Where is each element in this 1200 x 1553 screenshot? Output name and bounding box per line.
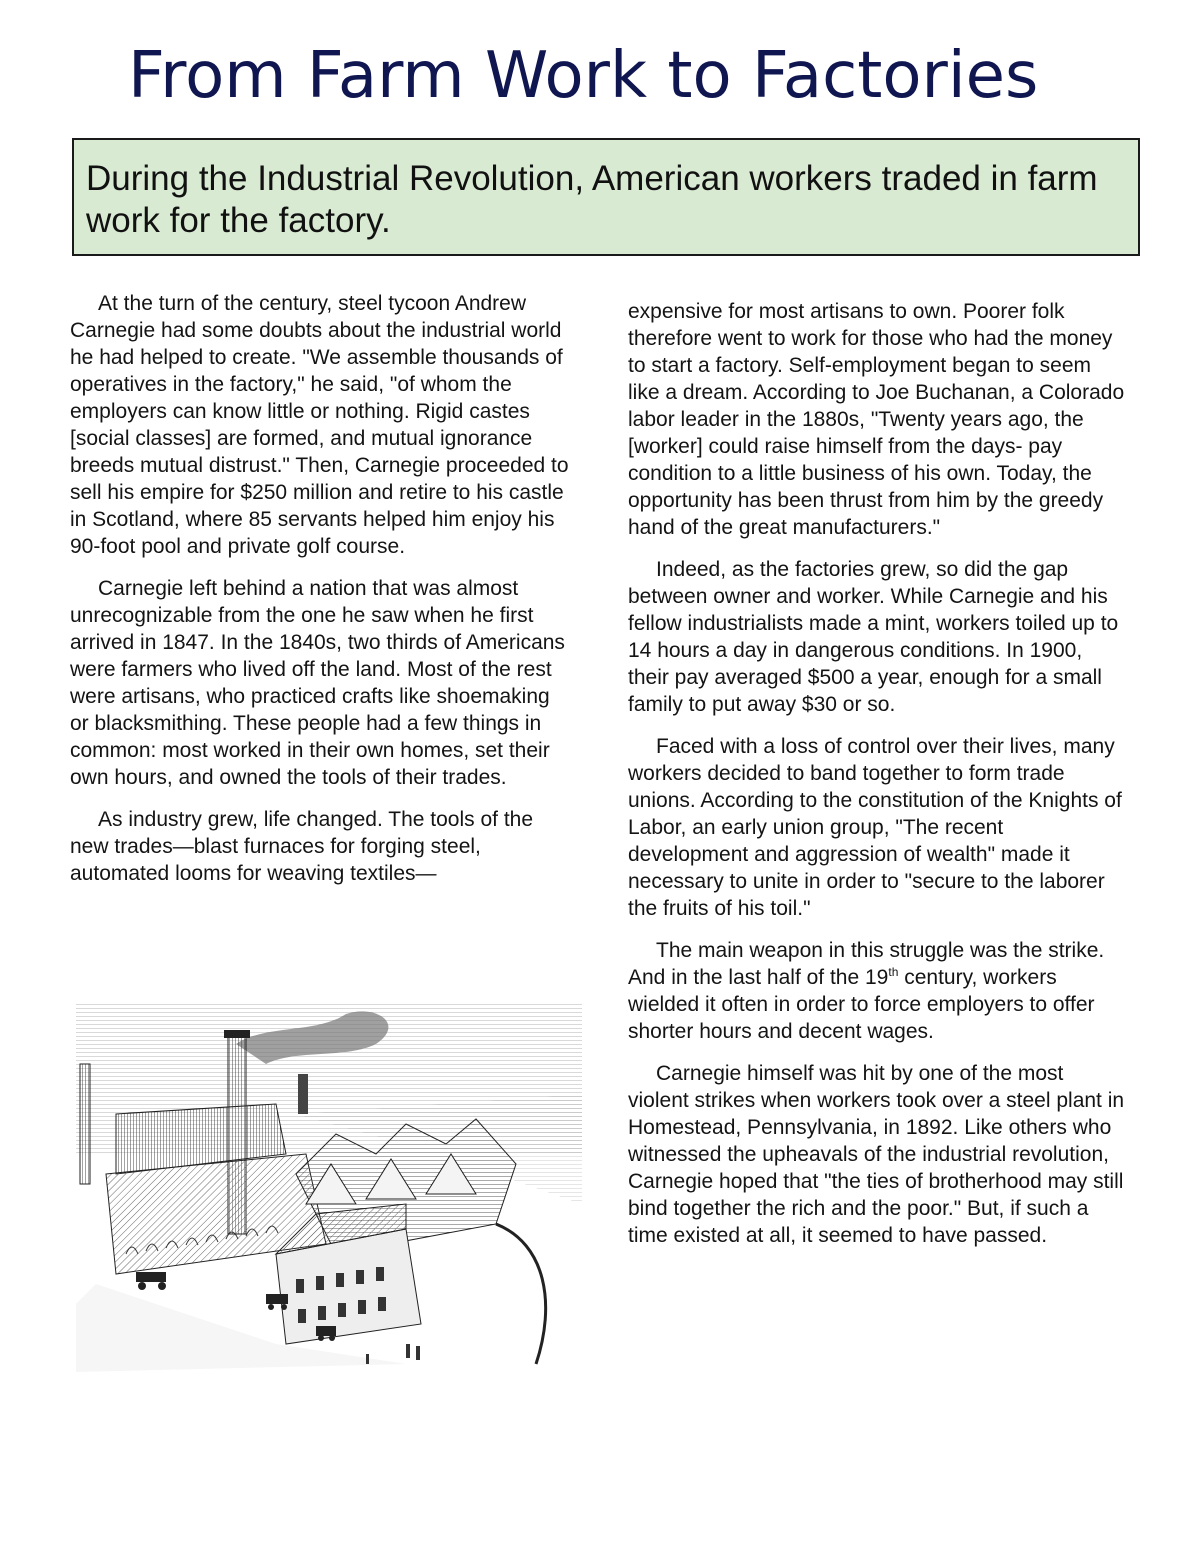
- page-title: From Farm Work to Factories: [128, 39, 1039, 113]
- deck-text: During the Industrial Revolution, American workers traded in farm work for the factory.: [86, 159, 1098, 240]
- deck-box: [72, 138, 1140, 256]
- church-tower: [298, 1074, 308, 1114]
- paragraph: [628, 937, 1128, 1045]
- curved-wall: [496, 1224, 546, 1364]
- right-column: [628, 298, 1128, 1264]
- factory-illustration: [76, 1004, 582, 1372]
- paragraph: Carnegie himself was hit by one of the most violent strikes when workers took over a steel plant in Homestead, Pennsylvania, in 1892. Like others who witnessed the upheavals of the industrial revolution, Carnegie hoped that "the ties of brotherhood may still bind together the rich and the poor." But, if such a time existed at all, it seemed to have passed.: [628, 1062, 1125, 1247]
- left-tower: [80, 1064, 90, 1184]
- paragraph: expensive for most artisans to own. Poorer folk therefore went to work for those who had the money to start a factory. Self-employment began to seem like a dream. According to Joe Buchanan, a Colorado labor leader in the 1880s, "Twenty years ago, the [worker] could raise himself from the days- pay condition to a little business of his own. Today, the opportunity has been thrust from him by the greedy hand of the great manufacturers.": [628, 300, 1125, 539]
- chimney-cap: [224, 1030, 250, 1038]
- paragraph: Carnegie left behind a nation that was almost unrecognizable from the one he saw when he first arrived in 1847. In the 1840s, two thirds of Americans were farmers who lived off the land. Most of the rest were artisans, who practiced crafts like shoemaking or blacksmithing. These people had a few things in common: most worked in their own homes, set their own hours, and owned the tools of their trades.: [70, 577, 565, 789]
- paragraph: As industry grew, life changed. The tools of the new trades—blast furnaces for forging steel, automated looms for weaving textiles—: [70, 808, 534, 885]
- paragraph: At the turn of the century, steel tycoon Andrew Carnegie had some doubts about the industrial world he had helped to create. "We assemble thousands of operatives in the factory," he said, "of whom the employers can know little or nothing. Rigid castes [social classes] are formed, and mutual ignorance breeds mutual distrust." Then, Carnegie proceeded to sell his empire for $250 million and retire to his castle in Scotland, where 85 servants helped him enjoy his 90-foot pool and private golf course.: [70, 292, 569, 558]
- paragraph: Faced with a loss of control over their lives, many workers decided to band together to form trade unions. According to the constitution of the Knights of Labor, an early union group, "The recent development and aggression of wealth" made it necessary to unite in order to "secure to the laborer the fruits of his toil.": [628, 735, 1122, 920]
- paragraph: Indeed, as the factories grew, so did the gap between owner and worker. While Carnegie and his fellow industrialists made a mint, workers toiled up to 14 hours a day in dangerous conditions. In 1900, their pay averaged $500 a year, enough for a small family to put away $30 or so.: [628, 558, 1119, 716]
- strike-text-after: century, workers wielded it often in order to force employers to offer shorter hours and decent wages.: [628, 966, 1095, 1043]
- left-column: [70, 290, 570, 902]
- superscript-th: th: [888, 965, 899, 979]
- strike-text-before: The main weapon in this struggle was the strike. And in the last half of the 19: [628, 939, 1105, 989]
